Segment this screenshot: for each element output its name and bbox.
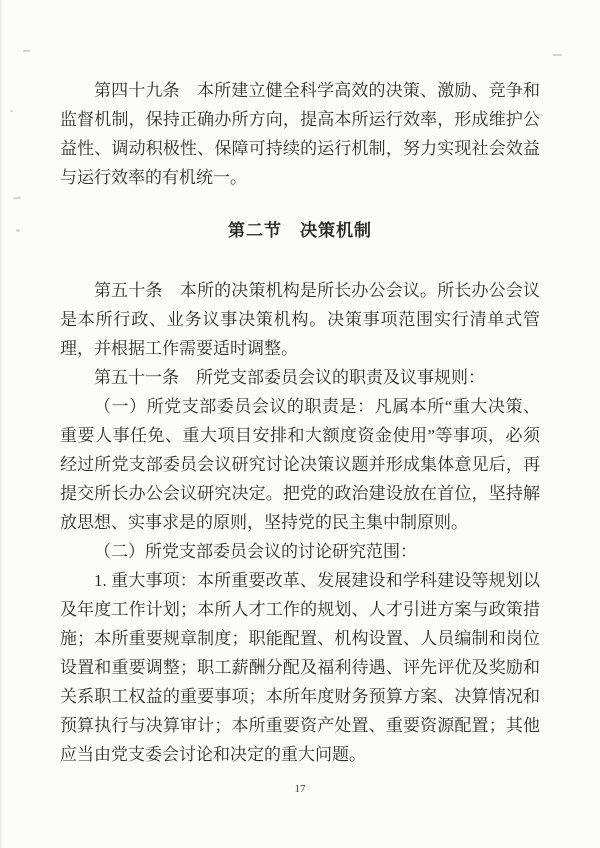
page-number: 17: [294, 783, 306, 795]
scan-speck: [23, 50, 30, 52]
scan-speck: [16, 229, 20, 232]
scan-speck: [13, 196, 21, 199]
scan-speck: [536, 114, 543, 116]
scan-speck: [553, 54, 562, 56]
scan-edge-shade: [0, 0, 3, 848]
paragraph-clause-1: （一）所党支部委员会议的职责是：凡属本所“重大决策、重要人事任免、重大项目安排和大额度资金使用”等事项，必须经过所党支部委员会议研究讨论决策议题并形成集体意见后，再提交所长办公会议研究决定。把党的政治建设放在首位，坚持解放思想、实事求是的原则，坚持党的民主集中制原则。: [60, 397, 540, 532]
paragraph-article-50: 第五十条 本所的决策机构是所长办公会议。所长办公会议是本所行政、业务议事决策机构。决策事项范围实行清单式管理，并根据工作需要适时调整。: [60, 281, 540, 358]
paragraph-major-matters: 1. 重大事项：本所重要改革、发展建设和学科建设等规划以及年度工作计划；本所人才工作的规划、人才引进方案与政策措施；本所重要规章制度；职能配置、机构设置、人员编制和岗位设置和重要调整；职工薪酬分配及福利待遇、评先评优及奖励和关系职工权益的重要事项；本所年度财务预算方案、决算情况和预算执行与决算审计；本所重要资产处置、重要资源配置；其他应当由党支委会讨论和决定的重大问题。: [60, 571, 540, 764]
paragraph-article-49: 第四十九条 本所建立健全科学高效的决策、激励、竞争和监督机制，保持正确办所方向，提高本所运行效率，形成维护公益性、调动积极性、保障可持续的运行机制，努力实现社会效益与运行效率的有机统一。: [60, 81, 540, 187]
paragraph-clause-2: （二）所党支部委员会议的讨论研究范围：: [94, 542, 417, 561]
section-heading: 第二节 决策机制: [228, 221, 372, 240]
document-body: [60, 76, 540, 769]
scan-speck: [10, 110, 13, 112]
paragraph-article-51: 第五十一条 所党支部委员会议的职责及议事规则：: [94, 368, 485, 387]
